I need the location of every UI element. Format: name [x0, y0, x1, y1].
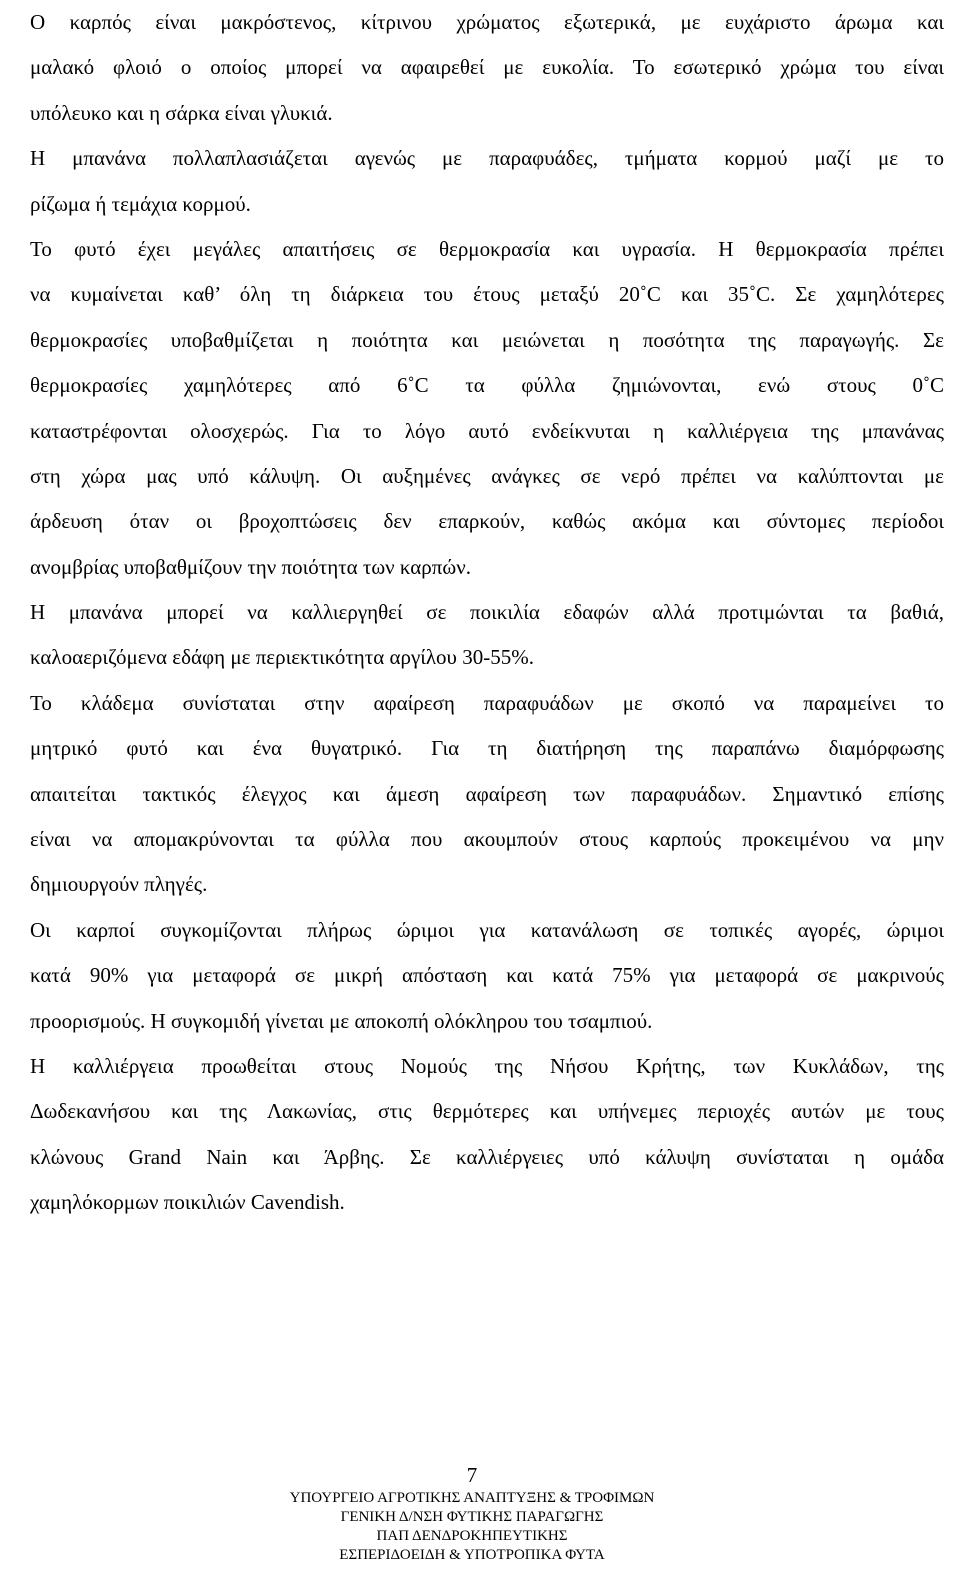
text-line: καλοαεριζόμενα εδάφη με περιεκτικότητα αργίλου 30-55%. — [30, 645, 534, 670]
footer-document-title: ΕΣΠΕΡΙΔΟΕΙΔΗ & ΥΠΟΤΡΟΠΙΚΑ ΦΥΤΑ — [339, 1547, 605, 1563]
footer-directorate: ΓΕΝΙΚΗ Δ/ΝΣΗ ΦΥΤΙΚΗΣ ΠΑΡΑΓΩΓΗΣ — [340, 1509, 604, 1525]
paragraph-soil — [30, 590, 944, 681]
footer-department: ΠΑΠ ΔΕΝΔΡΟΚΗΠΕΥΤΙΚΗΣ — [376, 1528, 568, 1544]
text-line: Η μπανάνα μπορεί να καλλιεργηθεί σε ποικιλία εδαφών αλλά προτιμώνται τα βαθιά, — [30, 600, 944, 625]
text-line: θερμοκρασίες χαμηλότερες από 6˚C τα φύλλα ζημιώνονται, ενώ στους 0˚C — [30, 373, 944, 398]
text-line: στη χώρα μας υπό κάλυψη. Οι αυξημένες ανάγκες σε νερό πρέπει να καλύπτονται με — [30, 463, 944, 488]
text-line: Το φυτό έχει μεγάλες απαιτήσεις σε θερμοκρασία και υγρασία. Η θερμοκρασία πρέπει — [30, 236, 944, 261]
text-line: είναι να απομακρύνονται τα φύλλα που ακουμπούν στους καρπούς προκειμένου να μην — [30, 827, 944, 852]
text-line: θερμοκρασίες υποβαθμίζεται η ποιότητα και μειώνεται η ποσότητα της παραγωγής. Σε — [30, 327, 944, 352]
text-line: χαμηλόκορμων ποικιλιών Cavendish. — [30, 1190, 345, 1215]
text-line: μητρικό φυτό και ένα θυγατρικό. Για τη διατήρηση της παραπάνω διαμόρφωσης — [30, 736, 944, 761]
text-line: δημιουργούν πληγές. — [30, 872, 208, 897]
paragraph-propagation — [30, 136, 944, 227]
text-line: Οι καρποί συγκομίζονται πλήρως ώριμοι για κατανάλωση σε τοπικές αγορές, ώριμοι — [30, 917, 944, 942]
page-number: 7 — [466, 1463, 478, 1487]
paragraph-pruning — [30, 681, 944, 908]
text-line: Ο καρπός είναι μακρόστενος, κίτρινου χρώματος εξωτερικά, με ευχάριστο άρωμα και — [30, 10, 944, 34]
text-line: μαλακό φλοιό ο οποίος μπορεί να αφαιρεθεί με ευκολία. Το εσωτερικό χρώμα του είναι — [30, 55, 944, 80]
body-text — [30, 0, 944, 1226]
text-line: Δωδεκανήσου και της Λακωνίας, στις θερμότερες και υπήνεμες περιοχές αυτών με τους — [30, 1099, 944, 1124]
text-line: υπόλευκο και η σάρκα είναι γλυκιά. — [30, 100, 333, 125]
text-line: άρδευση όταν οι βροχοπτώσεις δεν επαρκούν, καθώς ακόμα και σύντομες περίοδοι — [30, 509, 944, 534]
text-line: Η καλλιέργεια προωθείται στους Νομούς της Νήσου Κρήτης, των Κυκλάδων, της — [30, 1053, 944, 1078]
text-line: ανομβρίας υποβαθμίζουν την ποιότητα των καρπών. — [30, 554, 471, 579]
text-line: ρίζωμα ή τεμάχια κορμού. — [30, 191, 251, 216]
text-line: κατά 90% για μεταφορά σε μικρή απόσταση και κατά 75% για μεταφορά σε μακρινούς — [30, 963, 944, 988]
text-line: να κυμαίνεται καθ’ όλη τη διάρκεια του έτους μεταξύ 20˚C και 35˚C. Σε χαμηλότερες — [30, 282, 944, 307]
paragraph-climate-requirements — [30, 227, 944, 590]
text-line: Η μπανάνα πολλαπλασιάζεται αγενώς με παραφυάδες, τμήματα κορμού μαζί με το — [30, 146, 944, 171]
paragraph-fruit-description — [30, 0, 944, 136]
page-footer — [0, 1463, 944, 1565]
text-line: κλώνους Grand Nain και Άρβης. Σε καλλιέργειες υπό κάλυψη συνίσταται η ομάδα — [30, 1144, 944, 1169]
text-line: Το κλάδεμα συνίσταται στην αφαίρεση παραφυάδων με σκοπό να παραμείνει το — [30, 690, 944, 715]
paragraph-cultivation-regions — [30, 1044, 944, 1226]
footer-ministry: ΥΠΟΥΡΓΕΙΟ ΑΓΡΟΤΙΚΗΣ ΑΝΑΠΤΥΞΗΣ & ΤΡΟΦΙΜΩΝ — [289, 1490, 655, 1506]
text-line: απαιτείται τακτικός έλεγχος και άμεση αφαίρεση των παραφυάδων. Σημαντικό επίσης — [30, 781, 944, 806]
text-line: προορισμούς. Η συγκομιδή γίνεται με αποκοπή ολόκληρου του τσαμπιού. — [30, 1008, 653, 1033]
text-line: καταστρέφονται ολοσχερώς. Για το λόγο αυτό ενδείκνυται η καλλιέργεια της μπανάνας — [30, 418, 944, 443]
paragraph-harvest — [30, 908, 944, 1044]
